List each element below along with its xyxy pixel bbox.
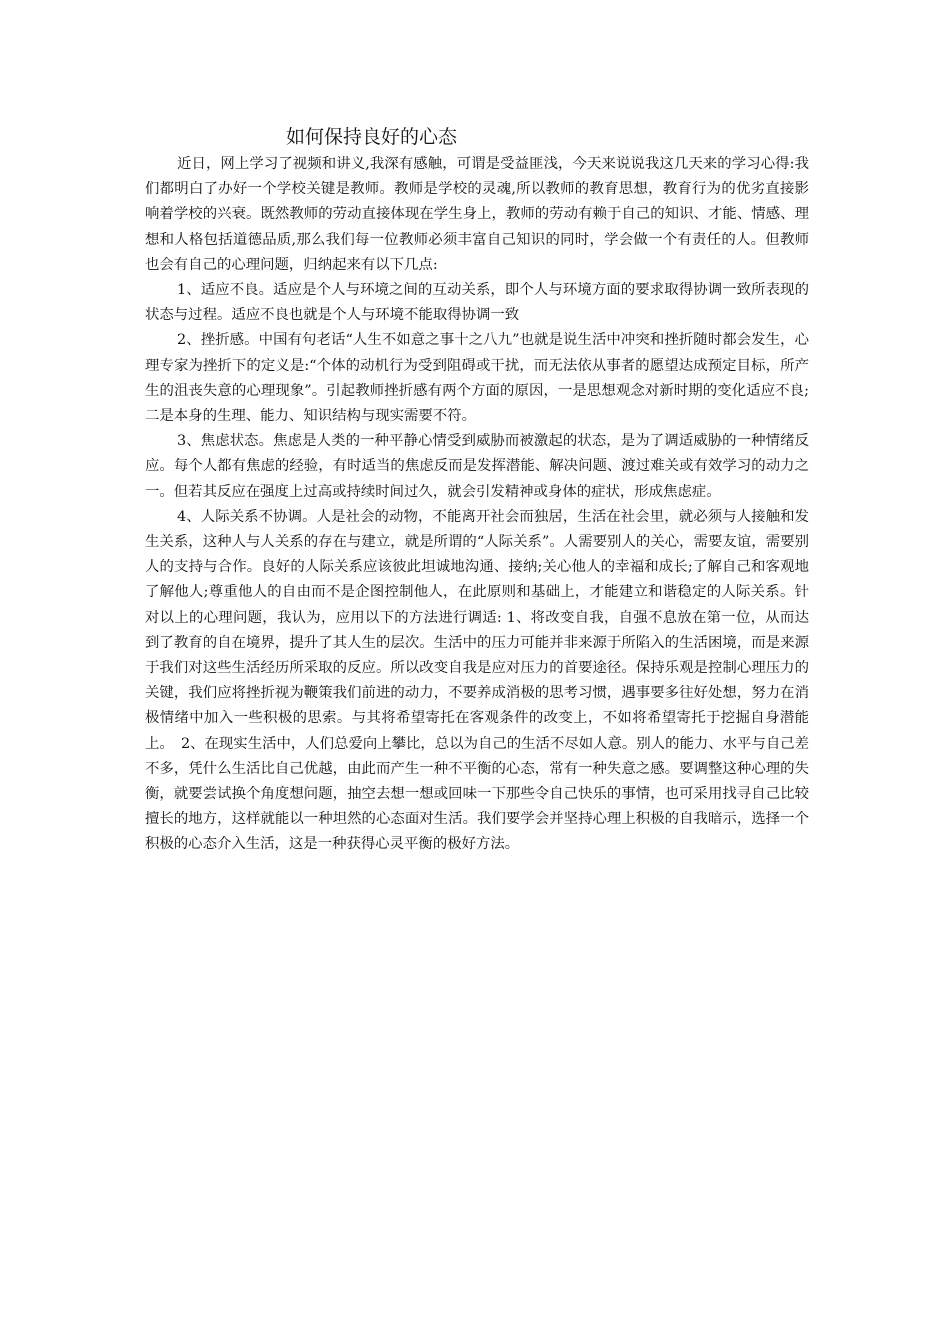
paragraph-relationships: 4、人际关系不协调。人是社会的动物，不能离开社会而独居，生活在社会里，就必须与人接触和发生关系，这种人与人关系的存在与建立，就是所谓的“人际关系”。人需要别人的关心，需要友谊，需要别人的支持与合作。良好的人际关系应该彼此坦诚地沟通、接纳;关心他人的幸福和成长;了解自己和客观地了解他人;尊重他人的自由而不是企图控制他人，在此原则和基础上，才能建立和谐稳定的人际关系。针对以上的心理问题，我认为，应用以下的方法进行调适: 1、将改变自我，自强不息放在第一位，从而达到了教育的自在境界，提升了其人生的层次。生活中的压力可能并非来源于所陷入的生活困境，而是来源于我们对这些生活经历所采取的反应。所以改变自我是应对压力的首要途径。保持乐观是控制心理压力的关键，我们应将挫折视为鞭策我们前进的动力，不要养成消极的思考习惯，遇事要多往好处想，努力在消极情绪中加入一些积极的思索。与其将希望寄托在客观条件的改变上，不如将希望寄托于挖掘自身潜能上。 2、在现实生活中，人们总爱向上攀比，总以为自己的生活不尽如人意。别人的能力、水平与自己差不多，凭什么生活比自己优越，由此而产生一种不平衡的心态，常有一种失意之感。要调整这种心理的失衡，就要尝试换个角度想问题，抽空去想一想或回味一下那些令自己快乐的事情，也可采用找寻自己比较擅长的地方，这样就能以一种坦然的心态面对生活。我们要学会并坚持心理上积极的自我暗示，选择一个积极的心态介入生活，这是一种获得心灵平衡的极好方法。 [145,508,809,853]
document-body [145,122,809,858]
paragraph-frustration: 2、挫折感。中国有句老话“人生不如意之事十之八九”也就是说生活中冲突和挫折随时都会发生，心理专家为挫折下的定义是:“个体的动机行为受到阻碍或干扰，而无法依从事者的愿望达成预定目标，所产生的沮丧失意的心理现象”。引起教师挫折感有两个方面的原因，一是思想观念对新时期的变化适应不良;二是本身的生理、能力、知识结构与现实需要不符。 [145,332,809,425]
paragraph-anxiety: 3、焦虑状态。焦虑是人类的一种平静心情受到威胁而被激起的状态，是为了调适威胁的一种情绪反应。每个人都有焦虑的经验，有时适当的焦虑反而是发挥潜能、解决问题、渡过难关或有效学习的动力之一。但若其反应在强度上过高或持续时间过久，就会引发精神或身体的症状，形成焦虑症。 [145,433,809,500]
document-title: 如何保持良好的心态 [286,126,458,148]
intro-paragraph: 近日，网上学习了视频和讲义,我深有感触，可谓是受益匪浅，今天来说说我这几天来的学习心得:我们都明白了办好一个学校关键是教师。教师是学校的灵魂,所以教师的教育思想，教育行为的优劣直接影响着学校的兴衰。既然教师的劳动直接体现在学生身上，教师的劳动有赖于自己的知识、才能、情感、理想和人格包括道德品质,那么我们每一位教师必须丰富自己知识的同时，学会做一个有责任的人。但教师也会有自己的心理问题，归纳起来有以下几点: [145,156,809,273]
paragraph-adaptation: 1、适应不良。适应是个人与环境之间的互动关系，即个人与环境方面的要求取得协调一致所表现的状态与过程。适应不良也就是个人与环境不能取得协调一致 [145,282,809,324]
